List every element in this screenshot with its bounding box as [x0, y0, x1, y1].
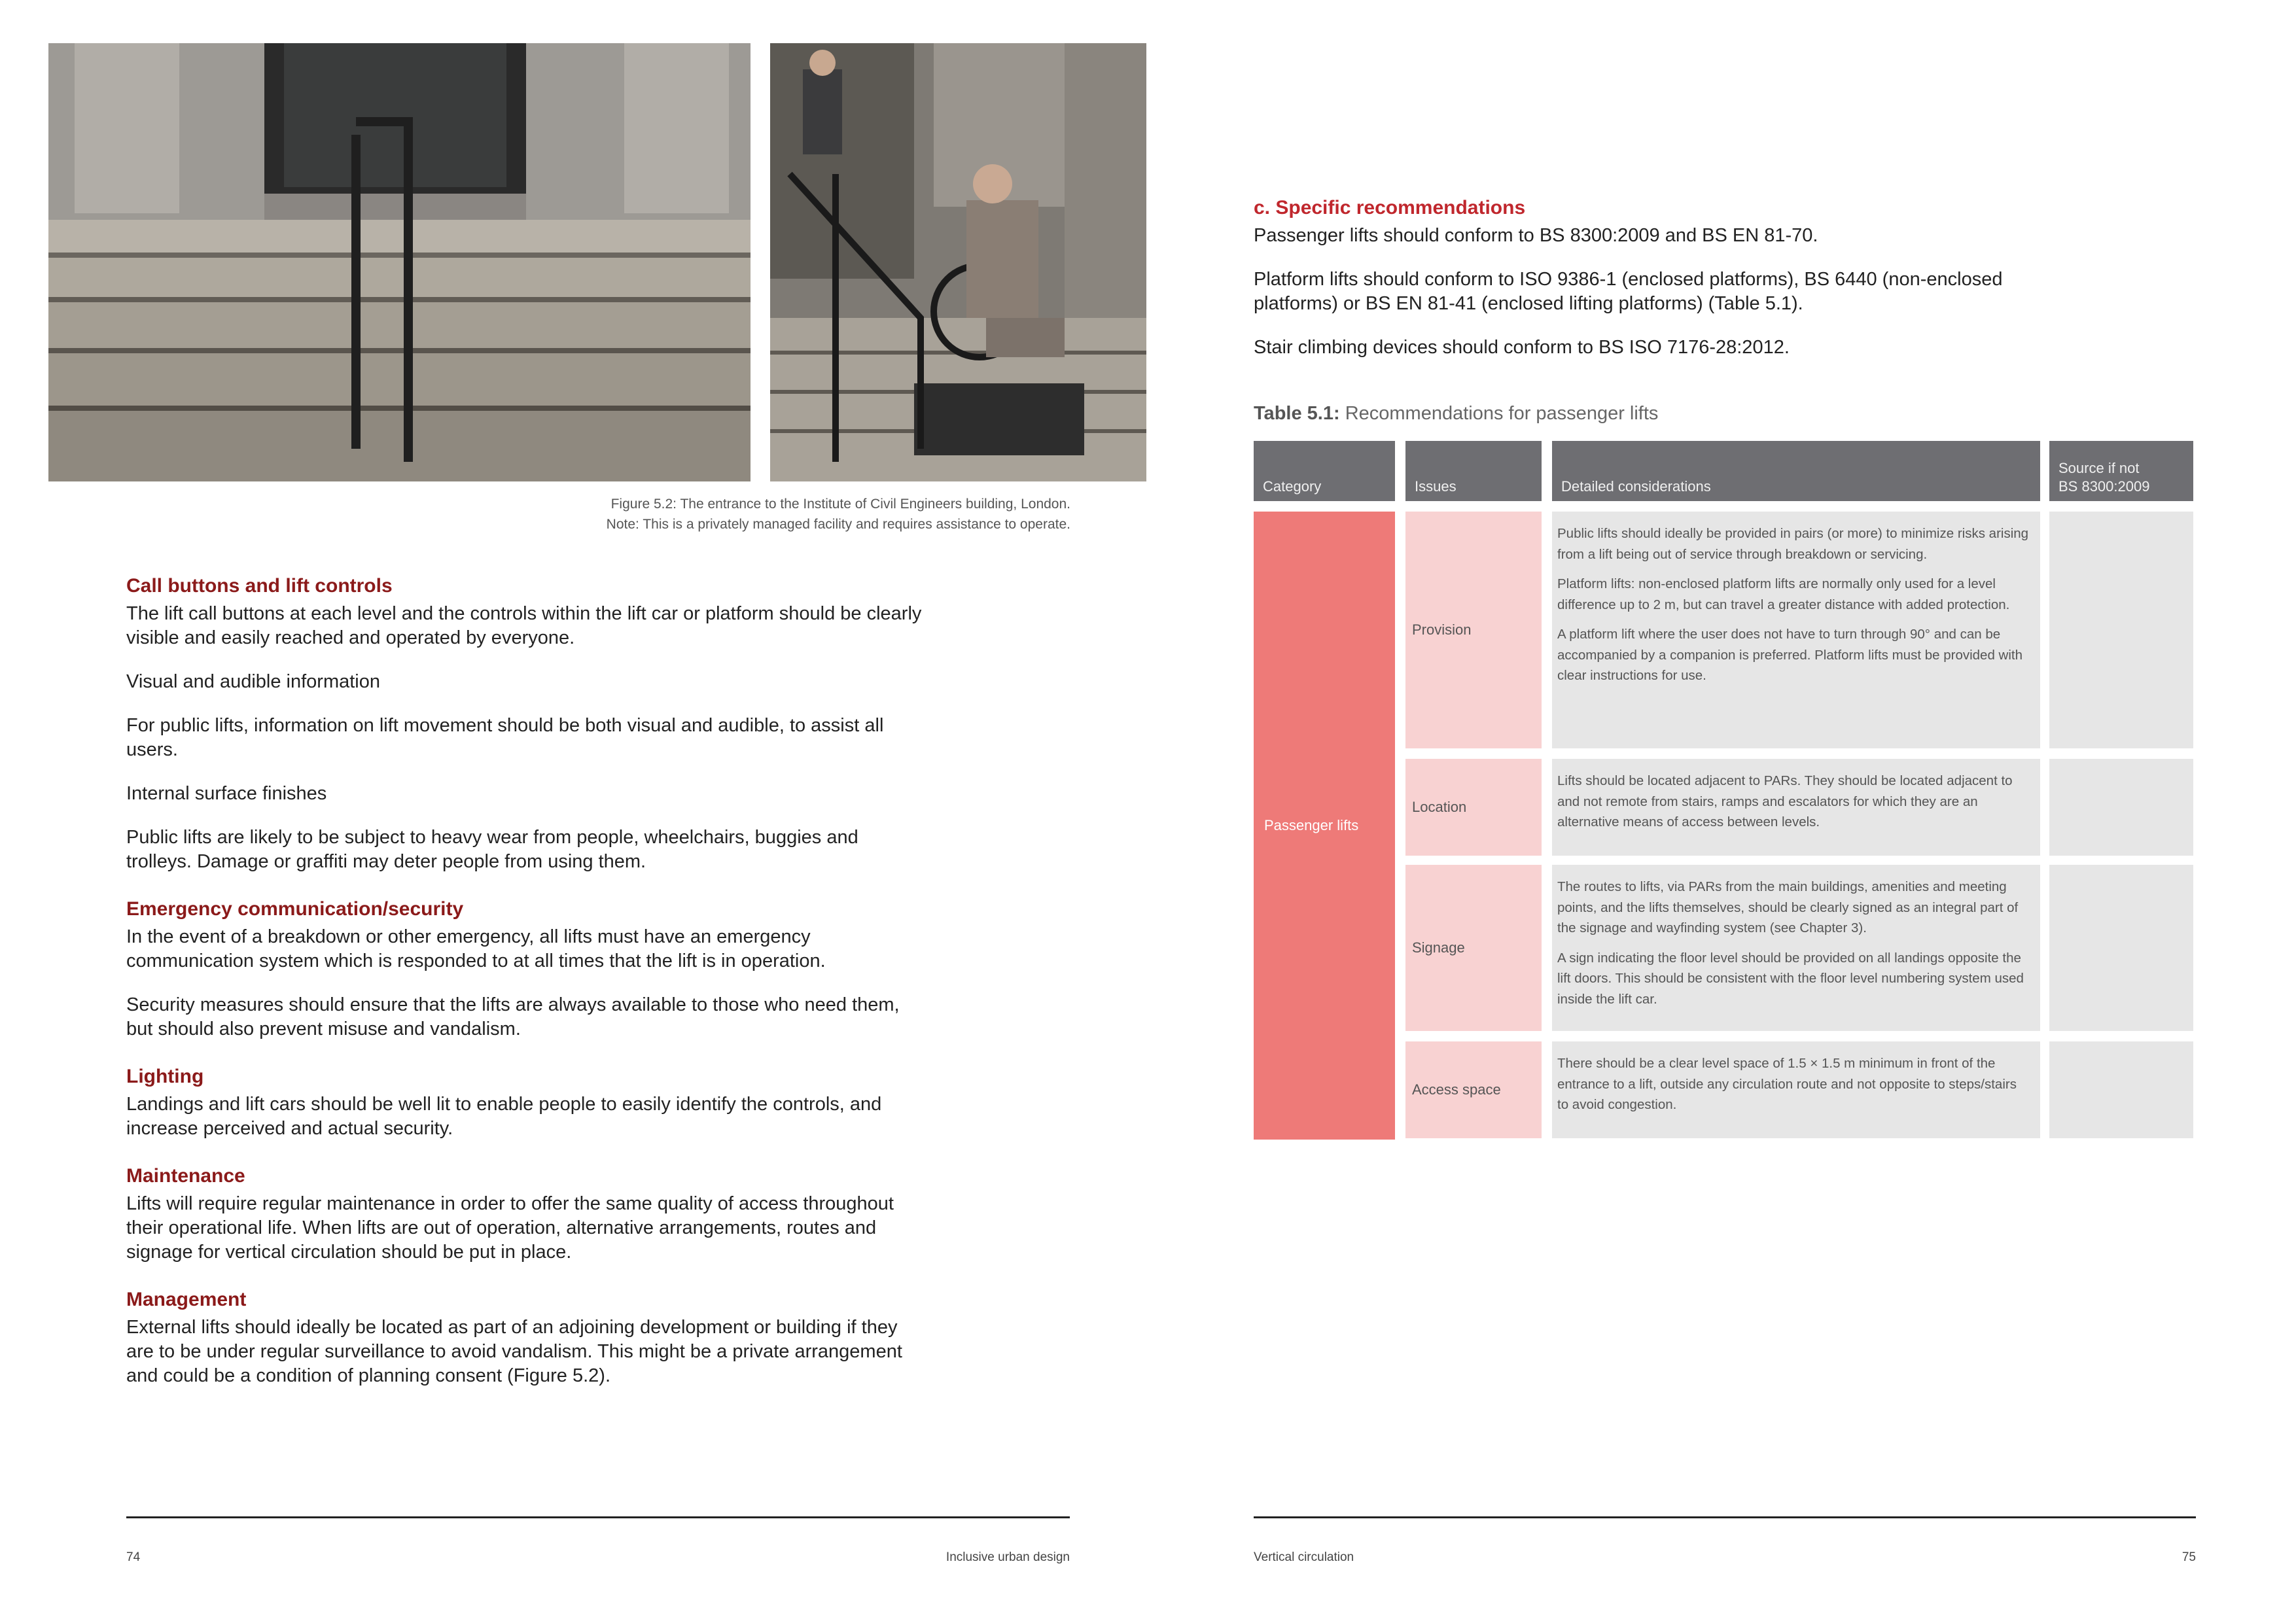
call-buttons-paragraph: The lift call buttons at each level and the controls within the lift car or platform should be clearly visible and easily reached and operated by everyone. [126, 603, 922, 648]
surface-finishes-paragraph: Public lifts are likely to be subject to heavy wear from people, wheelchairs, buggies and trolleys. Damage or graffiti may deter people from using them. [126, 827, 858, 872]
emergency-paragraph: In the event of a breakdown or other emergency, all lifts must have an emergency communication system which is responded to at all times that the lift is in operation. [126, 926, 826, 971]
source-cell-location [2049, 759, 2193, 856]
lighting-paragraph: Landings and lift cars should be well lit to enable people to easily identify the controls, and increase perceived and actual security. [126, 1094, 882, 1139]
platform-lift-photo [770, 43, 1146, 481]
visual-audible-paragraph: For public lifts, information on lift movement should be both visual and audible, to assist all users. [126, 715, 884, 760]
header-issues [1405, 441, 1542, 501]
left-page-number: 74 [126, 1550, 141, 1564]
detail-cell-signage [1552, 865, 2040, 1031]
detail-text: Platform lifts: non-enclosed platform lifts are normally only used for a level difference up to 2 m, but can travel a greater distance with added protection. [1557, 576, 2010, 612]
header-source-line1: Source if not [2058, 460, 2140, 476]
figure-caption-line2: Note: This is a privately managed facility and requires assistance to operate. [606, 517, 1070, 532]
emergency-heading: Emergency communication/security [126, 898, 464, 920]
issue-label: Access space [1412, 1081, 1501, 1098]
specific-recommendations-heading: c. Specific recommendations [1254, 197, 1526, 218]
right-page-number: 75 [2181, 1550, 2196, 1564]
visual-audible-subheading: Visual and audible information [126, 671, 381, 692]
issue-label: Provision [1412, 621, 1472, 638]
detail-text: The routes to lifts, via PARs from the main buildings, amenities and meeting points, and the lifts themselves, should be clearly signed as an integral part of the signage and wayfinding system (see Chapter 3). [1557, 879, 2019, 935]
detail-text: Lifts should be located adjacent to PARs. They should be located adjacent to and not remote from stairs, ramps and escalators for which they are an alternative means of access between levels. [1557, 773, 2013, 829]
source-cell-access-space [2049, 1041, 2193, 1138]
figure-caption [484, 494, 1070, 534]
security-paragraph: Security measures should ensure that the lifts are always available to those who need them, but should also prevent misuse and vandalism. [126, 994, 900, 1039]
source-cell-signage [2049, 865, 2193, 1031]
header-source-line2: BS 8300:2009 [2058, 478, 2150, 495]
management-heading: Management [126, 1289, 247, 1310]
left-text-column [126, 574, 925, 1388]
issue-label: Location [1412, 799, 1467, 815]
header-details [1552, 441, 2040, 501]
header-details-label: Detailed considerations [1561, 478, 1711, 495]
table-title-label: Table 5.1: [1254, 403, 1340, 424]
category-cell [1254, 512, 1395, 1140]
detail-cell-access-space [1552, 1041, 2040, 1138]
maintenance-heading: Maintenance [126, 1165, 245, 1187]
lighting-heading: Lighting [126, 1066, 204, 1087]
header-category-label: Category [1263, 478, 1322, 495]
detail-text: A sign indicating the floor level should be provided on all landings opposite the lift doors. This should be consistent with the floor level numbering system used inside the lift car. [1557, 950, 2024, 1007]
passenger-lifts-standard-paragraph: Passenger lifts should conform to BS 8300:2009 and BS EN 81-70. [1254, 225, 1818, 246]
detail-text: Public lifts should ideally be provided in pairs (or more) to minimize risks arising from a lift being out of service through breakdown or servicing. [1557, 526, 2029, 562]
right-running-title: Vertical circulation [1254, 1550, 1354, 1564]
figure-caption-line1: Figure 5.2: The entrance to the Institute of Civil Engineers building, London. [610, 497, 1070, 512]
category-label: Passenger lifts [1264, 817, 1359, 833]
header-category [1254, 441, 1395, 501]
management-paragraph: External lifts should ideally be located as part of an adjoining development or building if they are to be under regular surveillance to avoid vandalism. This might be a private arrangement and could be a condition of planning consent (Figure 5.2). [126, 1317, 902, 1386]
source-cell-provision [2049, 512, 2193, 748]
detail-text: A platform lift where the user does not have to turn through 90° and can be accompanied by a companion is preferred. Platform lifts must be provided with clear instructions for use. [1557, 627, 2023, 683]
platform-lifts-standard-paragraph: Platform lifts should conform to ISO 9386-1 (enclosed platforms), BS 6440 (non-enclosed platforms) or BS EN 81-41 (enclosed lifting platforms) (Table 5.1). [1254, 269, 2003, 314]
table-title-text: Recommendations for passenger lifts [1345, 403, 1659, 424]
issue-cell-signage [1405, 865, 1542, 1031]
header-issues-label: Issues [1415, 478, 1457, 495]
left-footer-rule [126, 1516, 1070, 1518]
issue-cell-location [1405, 759, 1542, 856]
stair-climbing-standard-paragraph: Stair climbing devices should conform to BS ISO 7176-28:2012. [1254, 337, 1790, 358]
issue-cell-provision [1405, 512, 1542, 748]
maintenance-paragraph: Lifts will require regular maintenance in order to offer the same quality of access throughout their operational life. When lifts are out of operation, alternative arrangements, routes and signage for vertical circulation should be put in place. [126, 1193, 894, 1263]
call-buttons-heading: Call buttons and lift controls [126, 575, 393, 597]
entrance-steps-photo [48, 43, 751, 481]
surface-finishes-subheading: Internal surface finishes [126, 783, 327, 804]
table-title [1254, 403, 1658, 425]
issue-cell-access-space [1405, 1041, 1542, 1138]
detail-cell-provision [1552, 512, 2040, 748]
detail-cell-location [1552, 759, 2040, 856]
right-text-column [1254, 196, 2065, 360]
header-source [2049, 441, 2193, 501]
detail-text: There should be a clear level space of 1.5 × 1.5 m minimum in front of the entrance to a lift, outside any circulation route and not opposite to steps/stairs to avoid congestion. [1557, 1056, 2017, 1112]
right-footer-rule [1254, 1516, 2196, 1518]
left-running-title: Inclusive urban design [945, 1550, 1070, 1564]
issue-label: Signage [1412, 939, 1465, 956]
